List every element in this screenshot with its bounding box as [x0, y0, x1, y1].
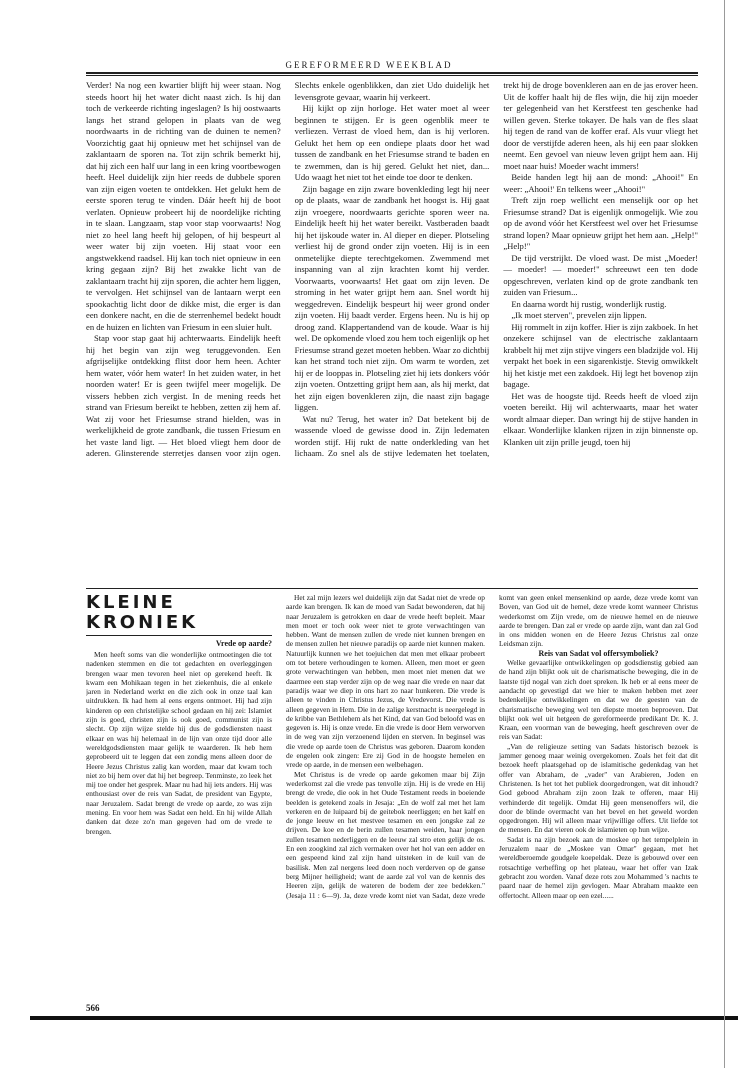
kroniek-paragraph: Men heeft soms van die wonderlijke ontmoetingen die tot nadenken stemmen en die tot gedachten en overleggingen brengen waar men tevoren heel niet op gerekend heeft. Ik kwam een Mohikaan tegen in het ziekenhuis, die al enkele jaren in Nederland werkt en die zich ook in onze taal kan uitdrukken. Ik had hem al eens ergens ontmoet. Hij had zijn kinderen op een christelijke school gedaan en hij zei: Islamiet zijn is goed, christen zijn is ook goed, communist zijn is slecht. Op zijn wijze stelde hij dus de godsdiensten naast elkaar en was hij helemaal in de lijn van onze tijd door alle wereldgodsdiensten maar gelijk te waarderen. Ik heb hem geprobeerd uit te leggen dat een zondig mens alleen door de Heere Jezus Christus zalig kan worden, maar dat kwam toch niet zo bij hem over dat hij het begreep. Tenminste, zo leek het mij toe onder het gesprek. Maar nu had hij iets anders. Hij was enthousiast over de reis van Sadat, de president van Egypte, naar Jeruzalem. Sadat brengt de vrede op aarde, zo was zijn mening. En voor hem was Sadat een held. En hij wilde Allah danken dat deze zo'n man gegeven had om de vrede te brengen. — [86, 650, 272, 836]
kroniek-paragraph: Het zal mijn lezers wel duidelijk zijn dat Sadat niet de vrede op aarde kan brengen. Ik kan de moed van Sadat bewonderen, dat hij naar Jeruzalem is getrokken en daar de vrede heeft bepleit. Maar men moet er toch ook weer niet te grote verwachtingen van hebben. Want de mensen zullen de vrede niet kunnen brengen en de mensen zullen het nieuwe paradijs op aarde niet kunnen maken. Natuurlijk kunnen we het toejuichen dat men met elkaar probeert om tot betere verhoudingen te komen. Alleen, men moet er geen grote verwachtingen van hebben, men moet niet menen dat we daarmee een stap verder zijn op de weg naar die vrede en naar dat paradijs waar we diep in ons hart zo naar hunkeren. Die vrede is alleen te vinden in Christus Jezus, de Vredevorst. Die vrede is alleen gegeven in Hem. Die in de zalige kerstnacht is neergelegd in de kribbe van Bethlehem als het Kind, dat van God beloofd was en gegeven is. Hij is onze vrede. En die vrede is door Hem verworven in de weg van zijn verzoenend lijden en sterven. In beginsel was die vrede op aarde toen de Christus was geboren. Daarom konden de engelen ook zingen: Ere zij God in de hoogste hemelen en vrede op aarde, in de mensen een welbehagen. — [286, 593, 485, 770]
story-paragraph: Treft zijn roep wellicht een menselijk oor op het Friesumse strand? Dat is eigenlijk onmogelijk. Wie zou op de avond vóór het Kerstfeest wel over het Friesumse strand lopen? Maar opnieuw grijpt het hem aan. „Help!" „Help!" — [503, 195, 698, 251]
story-paragraph: Hij kijkt op zijn horloge. Het water moet al weer beginnen te stijgen. Er is geen ogenblik meer te verliezen. Verrast de vloed hem, dan is hij verloren. Gelukt het hem op een ondiepe plaats door het wad tussen de zandbank en het Friesumse strand te baden en te zwemmen, dan is hij gered. Gelukt het niet, dan... Udo waagt het niet tot het einde toe door te denken. — [294, 103, 490, 182]
story-paragraph: „Ik moet sterven", prevelen zijn lippen. — [511, 310, 647, 320]
kroniek-title-rule — [86, 635, 272, 636]
story-paragraph: En daarna wordt hij rustig, wonderlijk rustig. — [511, 298, 667, 309]
kroniek-paragraph: „Van de religieuze setting van Sadats historisch bezoek is jammer genoeg maar weinig overgekomen. Zoals het feit dat dit bezoek heeft plaatsgehad op de islamitische gedenkdag van het offer van Abraham, de „vader" van Arabieren, Joden en Christenen. Is het tot het publiek doorgedrongen, wat dit inhoudt? God gebood Abraham zijn zoon Izak te offeren, maar Hij verhinderde dit tegelijk. Omdat Hij geen mensenoffers wil, die door de blinde overmacht van het bevel en het geweld worden opgedrongen. Hij wil alleen maar vrijwillige offers. Uit liefde tot de mensen. En dat vieren ook de islamieten op hun wijze. — [499, 741, 698, 835]
section-divider — [86, 588, 698, 589]
kroniek-paragraph: Met Christus is de vrede op aarde gekomen maar bij Zijn wederkomst zal die vrede pas tenvolle zijn. Hij is de vrede en Hij brengt de vrede, die ook in het Oude Testament reeds in boeiende beelden is getekend zoals in Jesaja: „En de wolf zal met het lam verkeren en de luipaard bij de geitebok neerliggen; en het kalf en de jonge leeuw en het mestvee tesamen en een jongske zal ze drijven. De koe en de berin zullen tesamen weiden, haar jongen zullen tesamen nederliggen en de leeuw zal stro eten gelijk de os. En een zoogkind zal zich vermaken over het hol van een adder en een gespeend kind zal zijn hand uitsteken in de kuil van de basilisk. Men zal nergens leed doen noch verderven op de ganse berg Mijner heiligheid; want de aarde zal vol van de kennis des Heeren zijn, gelijk de wateren de bodem der zee bedekken." (Jesaja 11 : 6—9). Ja, deze vrede komt niet van Sadat, deze vrede komt van geen enkel mensenkind op aarde, deze vrede komt van Boven, van God uit de hemel, deze vrede komt wanneer Christus wederkomst om Zijn vrede, om de nieuwe hemel en de nieuwe aarde te brengen. Dan zal er vrede op aarde zijn, want dan zal God in ons midden wonen en de Heere Jezus Christus zal onze Leidsman zijn. — [286, 593, 698, 900]
kroniek-subtitle-2: Reis van Sadat vol offersymboliek? — [538, 648, 659, 658]
bottom-rule — [30, 1016, 738, 1020]
kroniek-title: KLEINE KRONIEK — [86, 593, 199, 633]
kroniek-paragraph: Welke gevaarlijke ontwikkelingen op godsdienstig gebied aan de hand zijn blijkt ook uit de charismatische beweging, die in de laatste tijd nogal van zich doet spreken. Ik heb er al eens meer de aandacht op gevestigd dat we hier te maken hebben met zeer bedenkelijke ontwikkelingen en dat we de geesten van de charismatische beweging wel ten diepste moeten beproeven. Dat blijkt ook wel uit hetgeen de gereformeerde predikant Dr. K. J. Kraan, een voorman van de beweging, heeft geschreven over de reis van Sadat: — [499, 658, 698, 742]
story-paragraph: Het was de hoogste tijd. Reeds heeft de vloed zijn voeten bereikt. Hij wil achterwaarts, maar het water wordt almaar dieper. Dan wringt hij de stijve handen in elkaar. Wonderlijke klanken rijzen in zijn binnenste op. Klanken uit zijn prille jeugd, toen hij — [503, 390, 698, 447]
story-paragraph: Stap voor stap gaat hij achterwaarts. Eindelijk heeft hij het begin van zijn weg teruggevonden. Een afgrijselijke ontdekking flitst door hem heen. Achter hem water, vóór hem water! In het zuiden water, in het noorden water! Er is geen twijfel meer mogelijk. De vissers hebben zich vergist. In de mening reeds het strand van Friesum bereikt te hebben, zetten zij hem af. Wat zij voor het Friesumse strand hielden, was in werkelijkheid de grote zandbank, die tussen Friesum en het vaste land ligt. — Het bloed vliegt hem door de aderen. Glinsterende sterretjes dansen voor zijn ogen. Slechts enkele ogenblikken, dan ziet Udo duidelijk het levensgrote gevaar, waarin hij verkeert. — [86, 80, 490, 458]
story-paragraph: Zijn bagage en zijn zware bovenkleding legt hij neer op de plaats, waar de zandbank het hoogst is. Hij gaat zijn vroegere, noordwaarts gerichte sporen weer na. Eindelijk heeft hij het water bereikt. Vastberaden baadt hij het ijskoude water in. Al dieper en dieper. Plotseling verliest hij de grond onder zijn voeten. Hij is in een onmetelijke diepte terechtgekomen. Zwemmend met inspanning van al zijn krachten komt hij verder. Voorwaarts, voorwaarts! Het gaat om zijn leven. De stroming in het water grijpt hem aan. Snel wordt hij weggedreven. Eindelijk bespeurt hij weer grond onder zijn voeten. Hij baadt verder. Ergens heen. Nu is hij op droog zand. Klappertandend van de koude. Waar is hij wel. De opkomende vloed zou hem toch eigenlijk op het Friesumse strand gezet moeten hebben. Waar zo dichtbij kan het strand toch niet zijn. Om warm te worden, zet hij er de looppas in. Plotseling ziet hij iets donkers vóór zijn voeten. Ontzetting grijpt hem aan, als hij merkt, dat het zijn eigen bovenkleren zijn, die naast zijn bagage liggen. — [294, 183, 490, 412]
story-paragraph: Hij rommelt in zijn koffer. Hier is zijn zakboek. In het onzekere schijnsel van de electrische zaklantaarn krabbelt hij met zijn stijve vingers een bladzijde vol. Hij verpakt het boek in een sigarenkistje. Stevig omwikkelt hij het kistje met een zakdoek. Hij legt het bovenop zijn bagage. — [503, 321, 698, 389]
story-paragraph: Beide handen legt hij aan de mond: „Ahooi!" En weer: „Ahooi!' En telkens weer „Ahooi!" — [503, 172, 698, 194]
masthead: GEREFORMEERD WEEKBLAD — [285, 60, 453, 70]
story-paragraph: Wat nu? Terug, het water in? Dat betekent bij de wassende vloed de gewisse dood in. Zijn ledematen worden stijf. Hij rukt de natte onderkleding van het lichaam. Zo snel als de stijve ledematen het toelaten, trekt hij de droge bovenkleren aan en de jas erover heen. Uit de koffer haalt hij de fles wijn, die hij zijn moeder ter gelegenheid van het Kerstfeest ten geschenke had willen geven. Sterke tokayer. De hals van de fles slaat hij tegen de rand van de koffer eraf. Als vuur vliegt het door de verstijfde aderen heen, als hij een paar slokken neemt. Een gevoel van nieuw leven grijpt hem aan. Hij moet naar huis! Moeder wacht immers! — [294, 80, 698, 458]
story-paragraph: Verder! Na nog een kwartier blijft hij weer staan. Nog steeds hoort hij het water dicht naast zich. Is hij dan toch de verkeerde richting ingeslagen? Is hij oostwaarts langs het strand gelopen in plaats van de weg noordwaarts in de richting van de duinen te nemen? Voorzichtig gaat hij opnieuw met het schijnsel van de zaklantaarn de sporen na. Tot zijn schrik bemerkt hij, dat hij zich een half uur lang in een kring voortbewogen heeft. Heel duidelijk zijn hier reeds de dubbele sporen van zijn eigen voeten te ontdekken. Het gelukt hem de eerste sporen terug te vinden. Dáár heeft hij de boot verlaten. Opnieuw probeert hij de noordelijke richting in te slaan. Langzaam, stap voor stap voorwaarts! Nog niet zo heel lang heeft hij gelopen, of hij bespeurt al weer water bij zijn voeten. Hij staat voor een angstwekkend raadsel. Hij kan toch niet opnieuw in een kring gegaan zijn? Bij het zwakke licht van de zaklantaarn tracht hij zijn sporen, die achter hem liggen, te vervolgen. Het schijnsel van de lantaarn werpt een spookachtig licht door de dikke mist, die erger is dan een donkere nacht, en die de sterrenhemel bedekt houdt en de huizen en lichten van Friesum in een sluier hult. — [86, 80, 281, 332]
kroniek-first-column — [86, 593, 272, 998]
page-edge — [724, 0, 725, 1068]
story-paragraph: De tijd verstrijkt. De vloed wast. De mist „Moeder! — moeder! — moeder!" schreeuwt een ten dode opgeschreven, verlaten kind op de grote zandbank ten zuiden van Friesum... — [503, 252, 698, 297]
kroniek-subtitle: Vrede op aarde? — [215, 639, 272, 648]
masthead-rule — [86, 72, 698, 76]
page-number: 566 — [86, 1003, 100, 1013]
story-columns — [86, 80, 698, 584]
kroniek-columns — [286, 593, 698, 998]
kroniek-paragraph: Sadat is na zijn bezoek aan de moskee op het tempelplein in Jeruzalem naar de „Moskee van Omar" gegaan, met het wereldberoemde goudgele koepeldak. Deze is gebouwd over een rotsachtige verheffing op het plateau, waar het offer van Izak gebracht zou worden. Vanaf deze rots zou Mohammed 's nachts te paard naar de hemel zijn gevlogen. Maar Abraham maakte een offertocht. Alleen maar op een ezel...... — [499, 834, 698, 900]
